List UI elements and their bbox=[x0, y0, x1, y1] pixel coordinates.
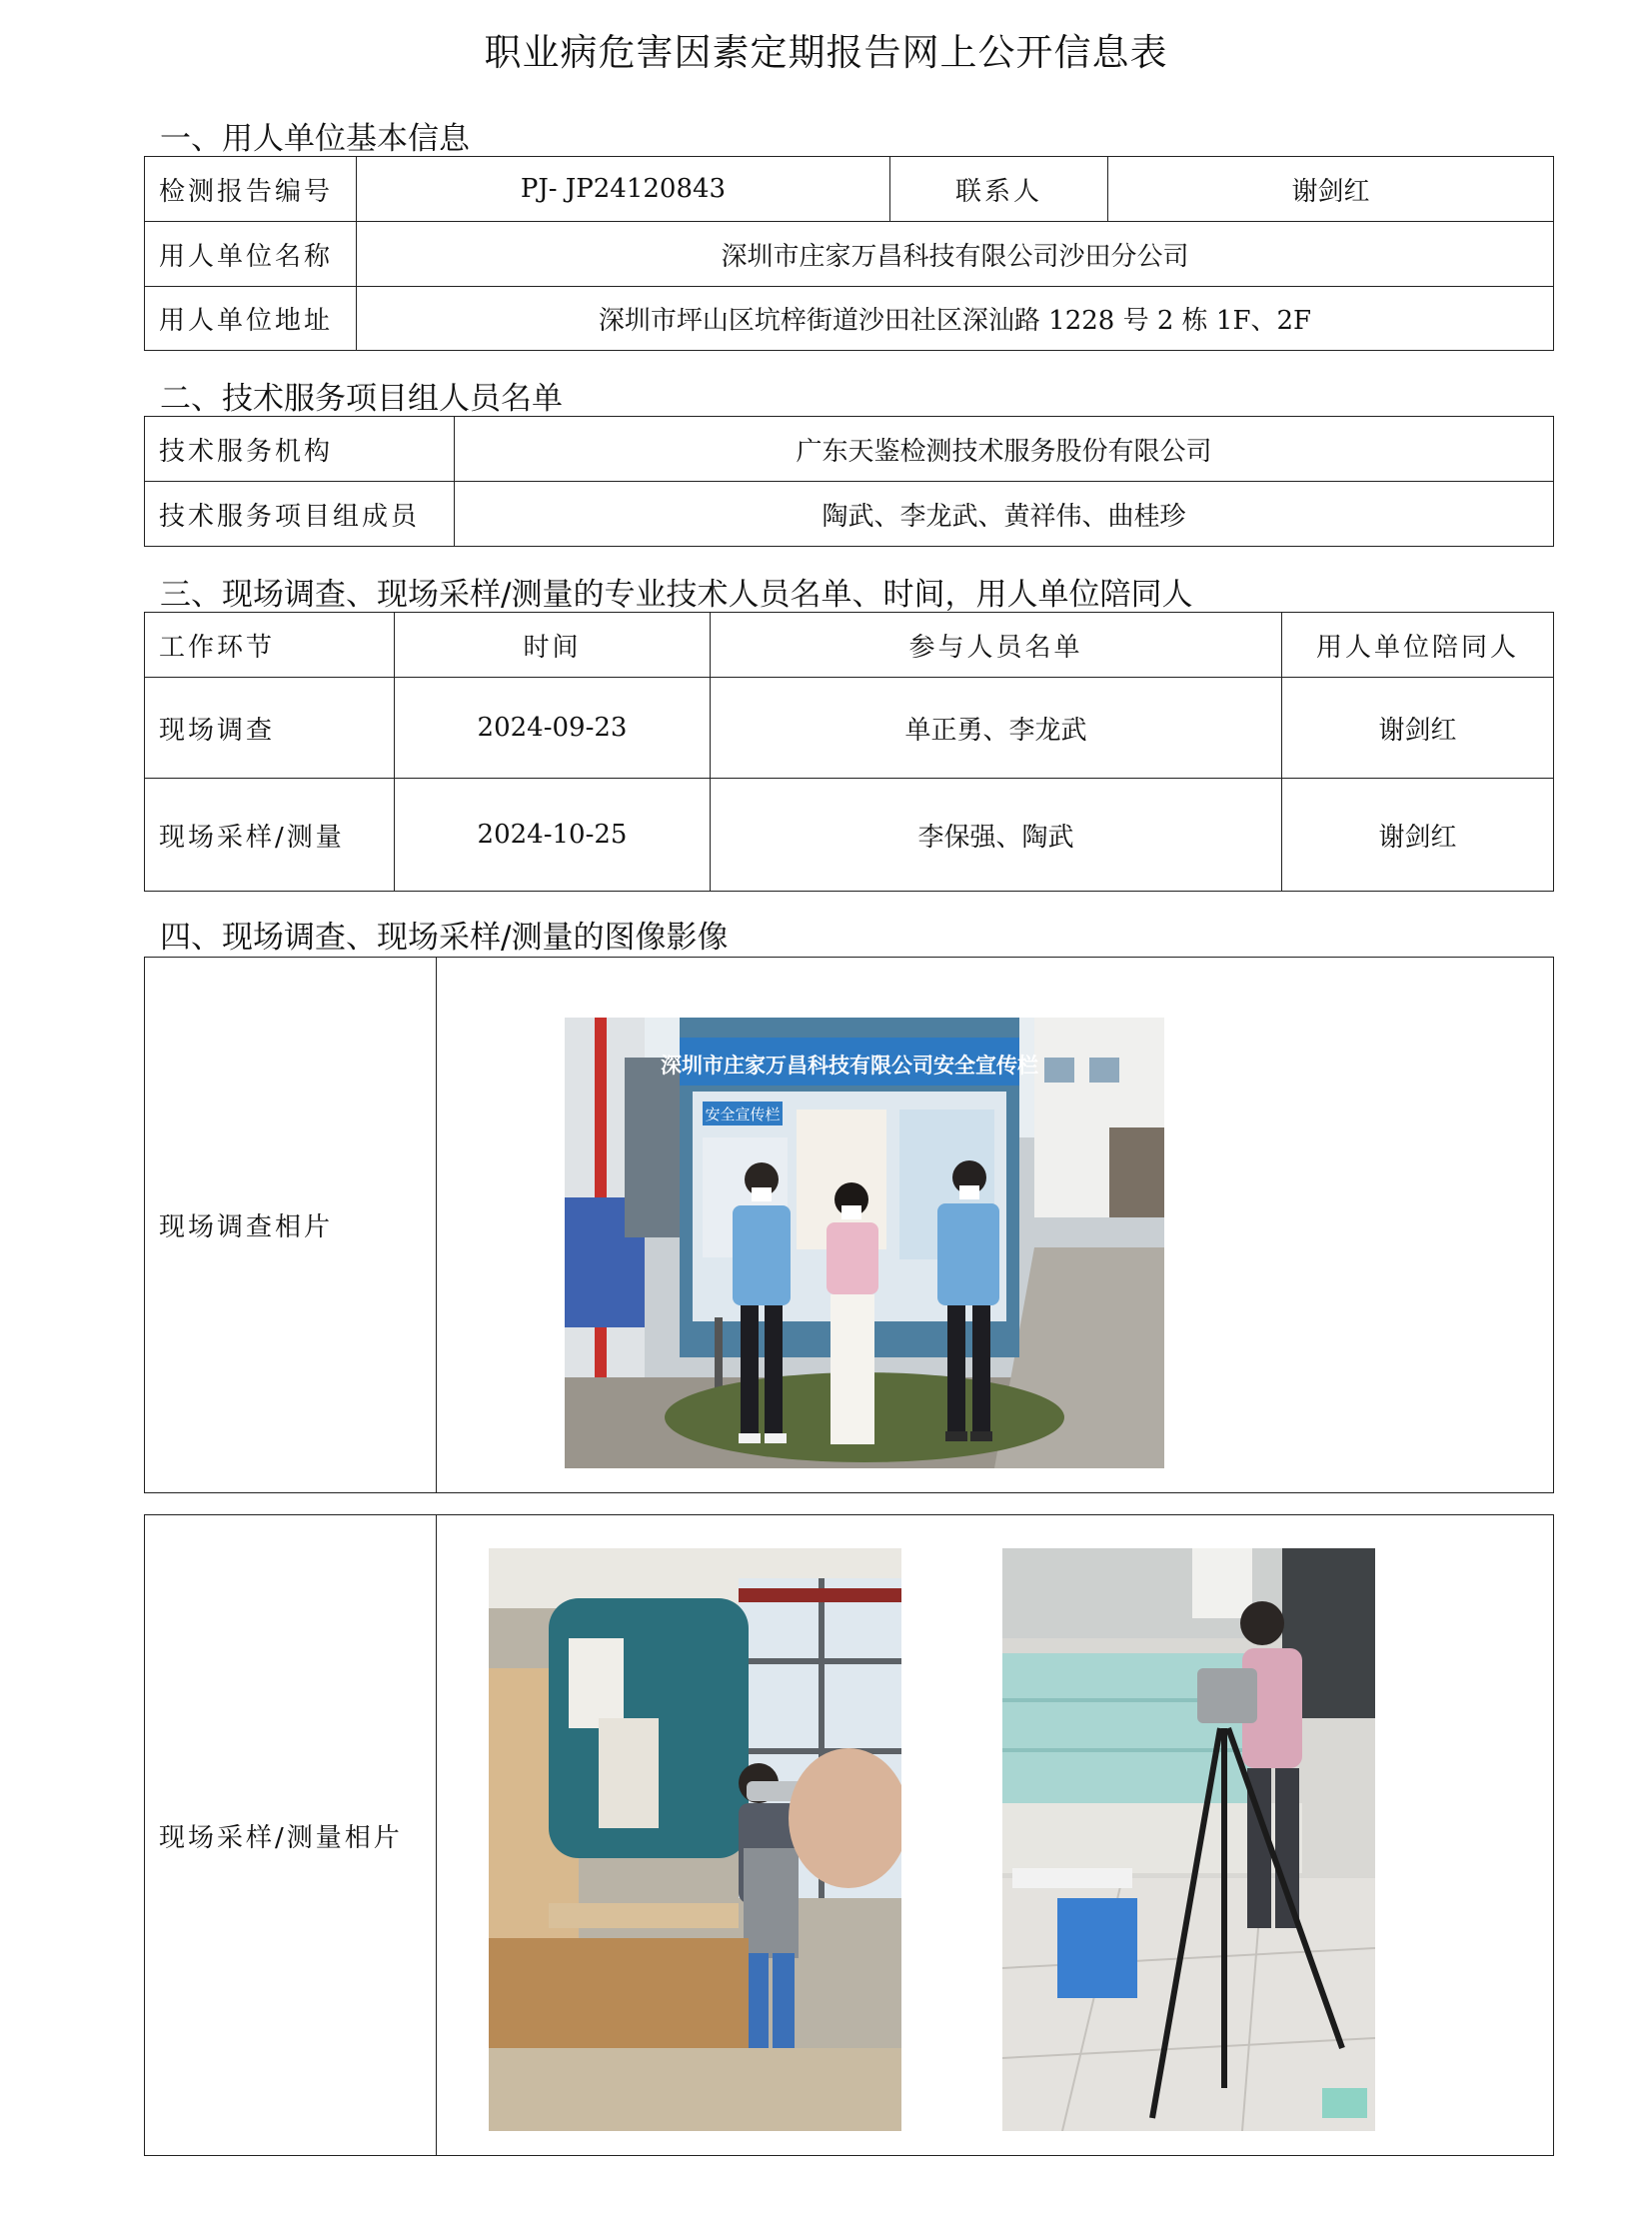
row-stage: 现场调查 bbox=[145, 678, 395, 779]
section-team-heading: 二、技术服务项目组人员名单 bbox=[160, 381, 563, 417]
members-value: 陶武、李龙武、黄祥伟、曲桂珍 bbox=[455, 482, 1554, 547]
survey-photo bbox=[565, 1018, 1164, 1468]
section-basic-info-heading: 一、用人单位基本信息 bbox=[160, 121, 470, 157]
org-value: 广东天鉴检测技术服务股份有限公司 bbox=[455, 417, 1554, 482]
section-schedule-heading: 三、现场调查、现场采样/测量的专业技术人员名单、时间，用人单位陪同人 bbox=[160, 577, 1193, 613]
header-people: 参与人员名单 bbox=[711, 613, 1282, 678]
basic-info-table bbox=[144, 156, 1554, 351]
table-row bbox=[145, 779, 1554, 892]
header-escort: 用人单位陪同人 bbox=[1282, 613, 1554, 678]
banner-text: 深圳市庄家万昌科技有限公司安全宣传栏 bbox=[661, 1054, 1038, 1078]
row-stage: 现场采样/测量 bbox=[145, 779, 395, 892]
team-table bbox=[144, 416, 1554, 547]
company-label: 用人单位名称 bbox=[145, 222, 357, 287]
table-row bbox=[145, 678, 1554, 779]
report-no-label: 检测报告编号 bbox=[145, 157, 357, 222]
header-stage: 工作环节 bbox=[145, 613, 395, 678]
report-no-value: PJ- JP24120843 bbox=[357, 157, 890, 222]
members-label: 技术服务项目组成员 bbox=[145, 482, 455, 547]
company-value: 深圳市庄家万昌科技有限公司沙田分公司 bbox=[357, 222, 1554, 287]
board-title-text: 安全宣传栏 bbox=[705, 1106, 781, 1123]
org-label: 技术服务机构 bbox=[145, 417, 455, 482]
row-date: 2024-09-23 bbox=[395, 678, 711, 779]
contact-value: 谢剑红 bbox=[1108, 157, 1554, 222]
row-date: 2024-10-25 bbox=[395, 779, 711, 892]
row-people: 单正勇、李龙武 bbox=[711, 678, 1282, 779]
row-escort: 谢剑红 bbox=[1282, 678, 1554, 779]
row-people: 李保强、陶武 bbox=[711, 779, 1282, 892]
page-title: 职业病危害因素定期报告网上公开信息表 bbox=[484, 31, 1168, 74]
section-photos-heading: 四、现场调查、现场采样/测量的图像影像 bbox=[160, 920, 729, 956]
schedule-table bbox=[144, 612, 1554, 892]
sampling-photo-saw bbox=[489, 1548, 901, 2131]
row-escort: 谢剑红 bbox=[1282, 779, 1554, 892]
survey-photo-label: 现场调查相片 bbox=[145, 958, 437, 1493]
contact-label: 联系人 bbox=[890, 157, 1108, 222]
sampling-photo-meter bbox=[1002, 1548, 1375, 2131]
address-label: 用人单位地址 bbox=[145, 287, 357, 351]
address-value: 深圳市坪山区坑梓街道沙田社区深汕路 1228 号 2 栋 1F、2F bbox=[357, 287, 1554, 351]
sampling-photo-label: 现场采样/测量相片 bbox=[145, 1515, 437, 2156]
header-date: 时间 bbox=[395, 613, 711, 678]
